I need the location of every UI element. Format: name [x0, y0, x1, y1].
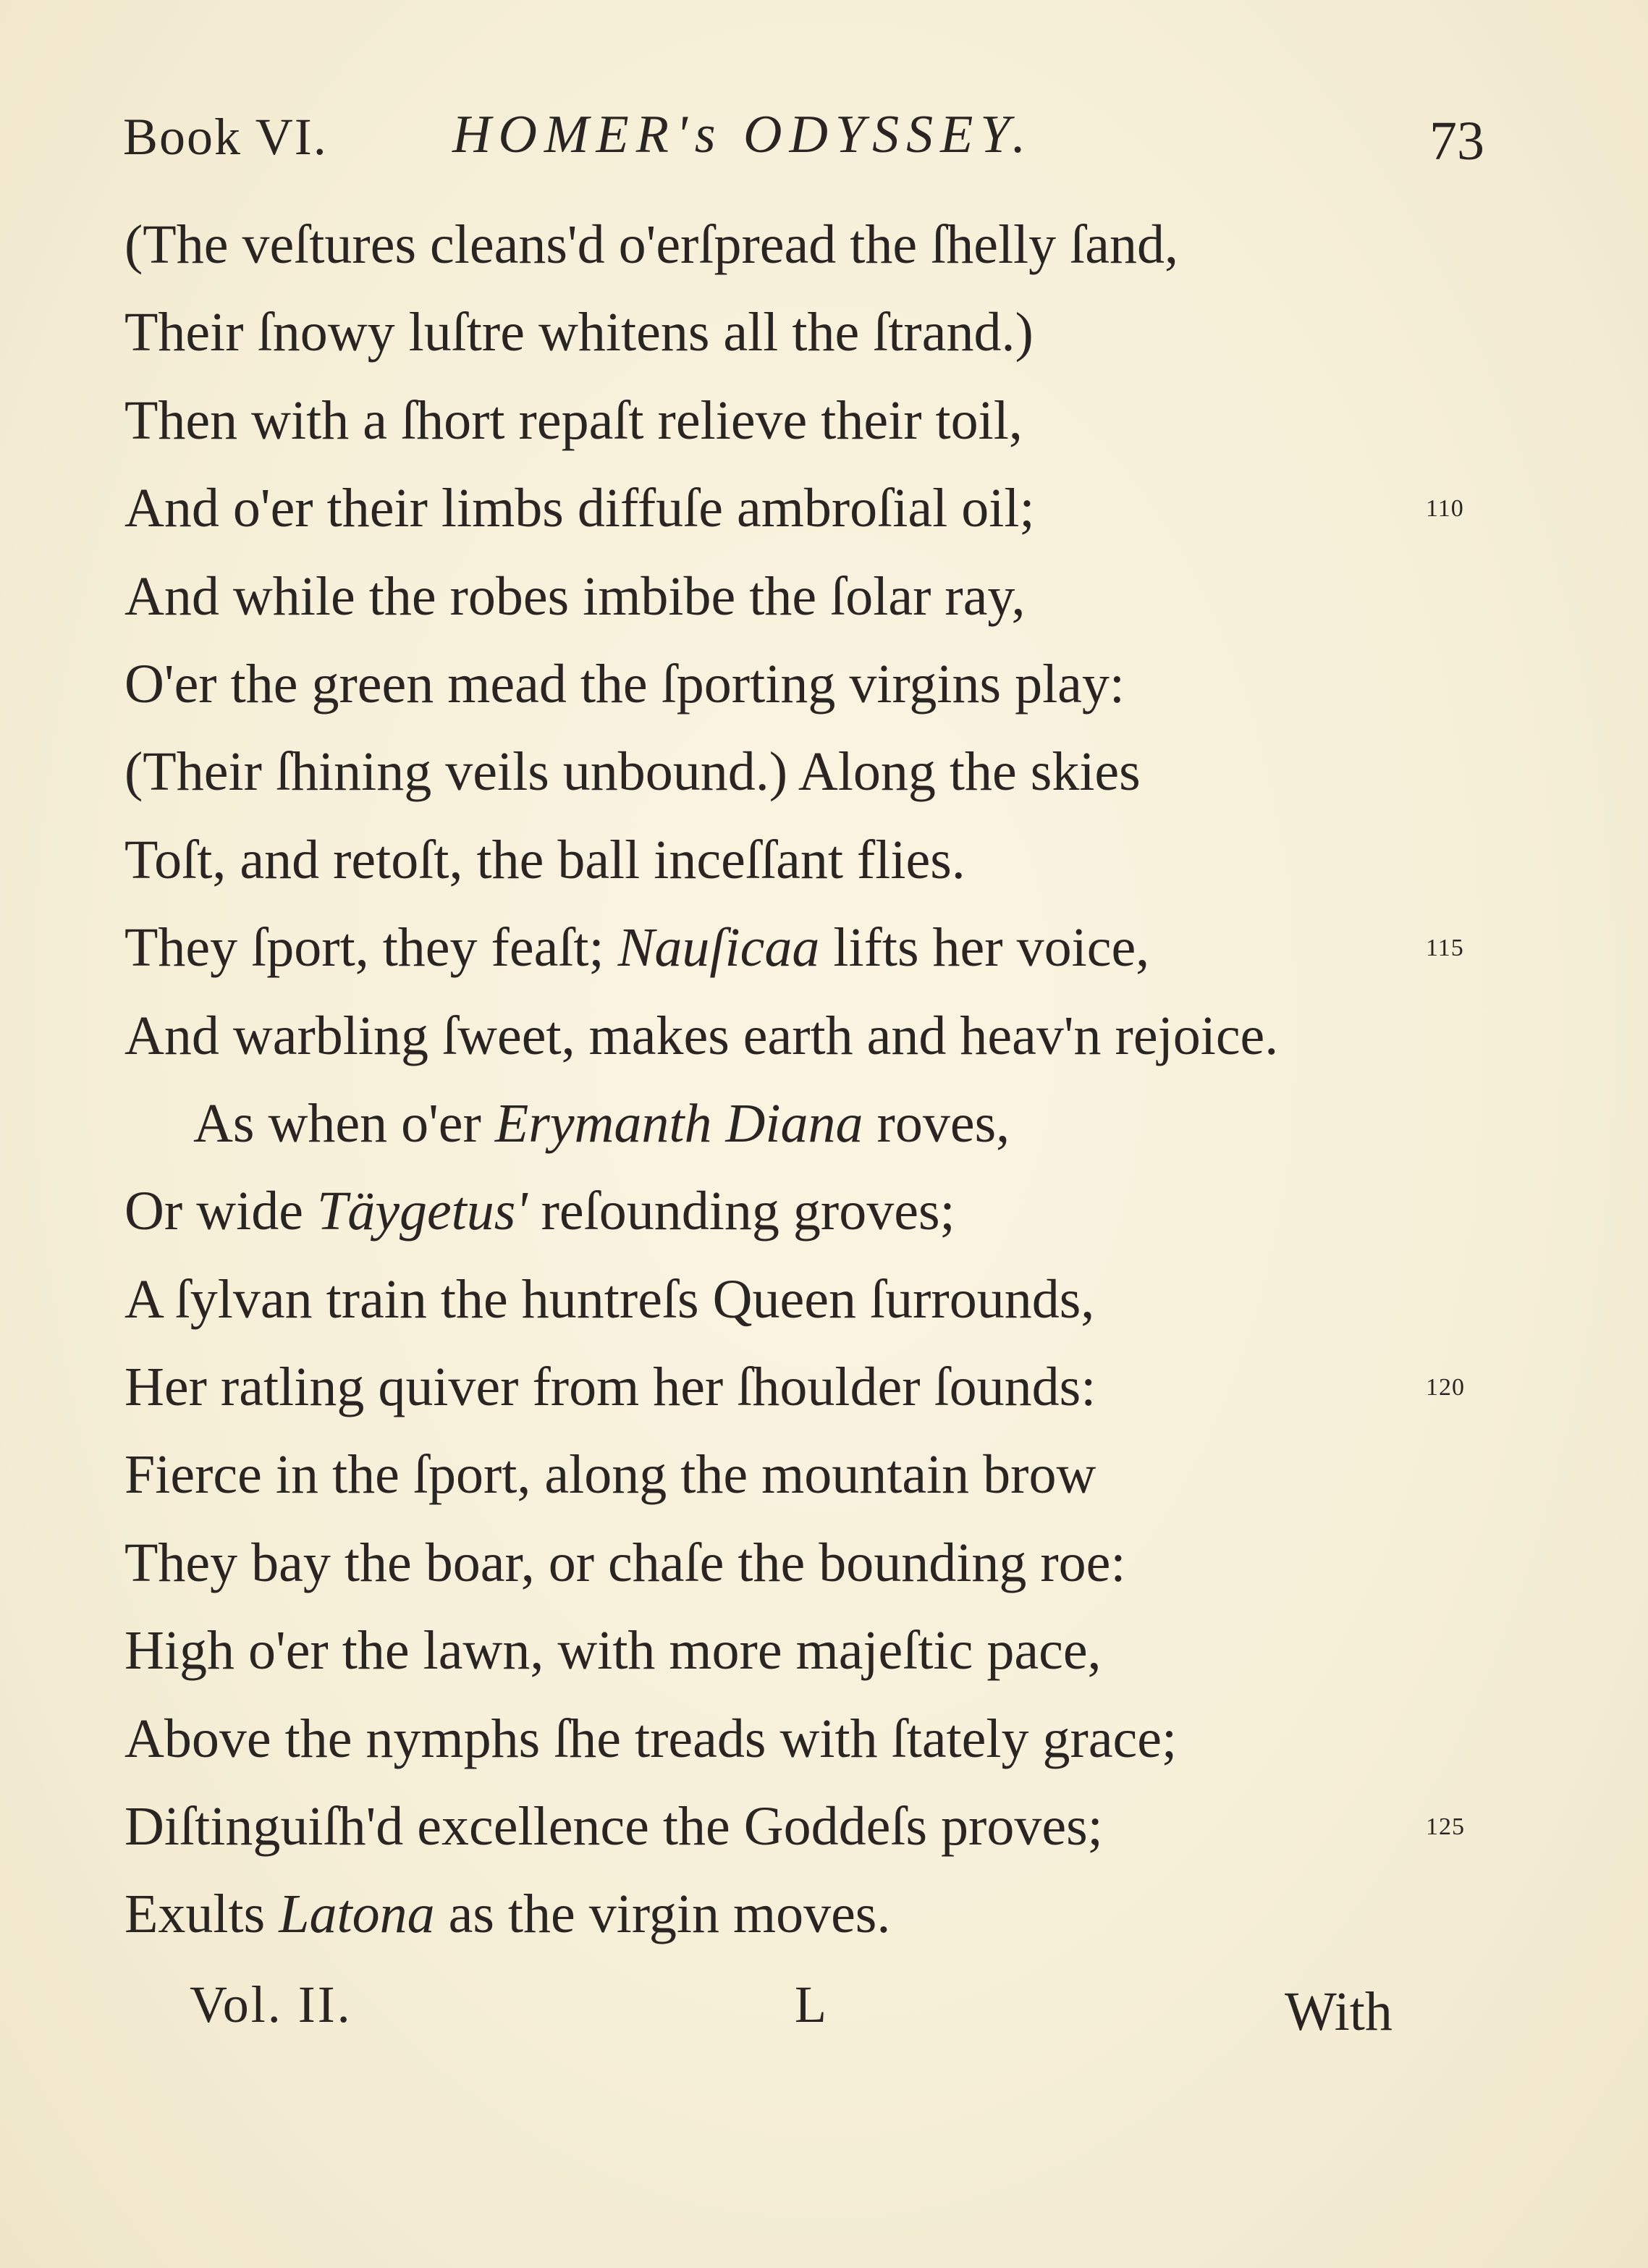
verse-text-roman: Or wide: [124, 1181, 317, 1242]
verse-line-text: [124, 1181, 955, 1242]
signature-mark: L: [795, 1976, 827, 2033]
verse-line: [124, 289, 1500, 376]
verse-text-roman: reſounding groves;: [527, 1181, 955, 1242]
verse-line: [124, 1080, 1500, 1168]
verse-text-italic: Erymanth Diana: [494, 1092, 863, 1154]
verse-text-roman: roves,: [863, 1092, 1010, 1154]
verse-line: [124, 817, 1500, 904]
verse-line: [124, 1695, 1500, 1783]
verse-line: [124, 1344, 1500, 1431]
verse-line: [124, 465, 1500, 552]
verse-line-text: O'er the green mead the ſporting virgins play:: [124, 653, 1125, 714]
page-footer: [0, 1975, 1648, 2054]
verse-line-text: High o'er the lawn, with more majeſtic pace,: [124, 1620, 1102, 1682]
verse-line-text: Then with a ſhort repaſt relieve their toil,: [124, 389, 1023, 451]
verse-text-roman: Exults: [124, 1884, 279, 1945]
verse-line: [124, 904, 1500, 992]
verse-line-text: Diſtinguiſh'd excellence the Goddeſs proves;: [124, 1796, 1103, 1858]
verse-text-roman: as the virgin moves.: [434, 1884, 891, 1945]
verse-line-text: And warbling ſweet, makes earth and heav'n rejoice.: [124, 1005, 1279, 1066]
verse-line: [124, 1168, 1500, 1255]
verse-line: [124, 992, 1500, 1080]
running-head: [123, 100, 1513, 180]
verse-line: [124, 201, 1500, 289]
verse-line: [124, 1871, 1500, 1958]
page-number: 73: [1429, 111, 1484, 172]
verse-line: [124, 1256, 1500, 1344]
verse-line-text: And o'er their limbs diffuſe ambroſial oil;: [124, 478, 1035, 539]
verse-line-text: Her ratling quiver from her ſhoulder ſounds:: [124, 1357, 1096, 1418]
verse-text-italic: Nauſicaa: [617, 917, 820, 979]
verse-line: [124, 1783, 1500, 1871]
line-number: 120: [1426, 1374, 1465, 1401]
verse-text-italic: Täygetus': [316, 1181, 528, 1242]
line-number: 115: [1426, 935, 1464, 962]
verse-line: [124, 553, 1500, 641]
verse-line-text: [124, 917, 1149, 978]
verse-line: [124, 1431, 1500, 1519]
verse-line: [124, 1607, 1500, 1695]
verse-block: [124, 201, 1500, 1959]
line-number: 125: [1426, 1813, 1465, 1841]
running-title: HOMER's ODYSSEY.: [452, 105, 1034, 164]
verse-line-text: Their ſnowy luſtre whitens all the ſtrand.): [124, 302, 1034, 363]
verse-line-text: They bay the boar, or chaſe the bounding roe:: [124, 1532, 1126, 1593]
verse-line: [124, 1519, 1500, 1607]
verse-line-text: A ſylvan train the huntreſs Queen ſurrounds,: [124, 1268, 1095, 1330]
book-label: Book VI.: [123, 108, 328, 166]
verse-line: [124, 728, 1500, 816]
verse-text-roman: lifts her voice,: [819, 917, 1150, 979]
catchword: With: [1285, 1981, 1393, 2042]
verse-line-text: (The veſtures cleans'd o'erſpread the ſhelly ſand,: [124, 214, 1179, 275]
verse-text-roman: As when o'er: [193, 1092, 495, 1154]
volume-label: Vol. II.: [190, 1976, 352, 2033]
verse-text-roman: They ſport, they feaſt;: [124, 917, 618, 979]
verse-line-text: (Their ſhining veils unbound.) Along the skies: [124, 741, 1141, 803]
verse-line-text: [124, 1093, 1010, 1154]
verse-line-text: Above the nymphs ſhe treads with ſtately grace;: [124, 1708, 1178, 1769]
line-number: 110: [1426, 495, 1464, 523]
verse-line-text: And while the robes imbibe the ſolar ray,: [124, 565, 1026, 627]
verse-line-text: [124, 1884, 890, 1944]
verse-text-italic: Latona: [279, 1884, 435, 1945]
verse-line-text: Toſt, and retoſt, the ball inceſſant flies.: [124, 829, 965, 890]
verse-line: [124, 377, 1500, 465]
verse-line: [124, 641, 1500, 728]
verse-line-text: Fierce in the ſport, along the mountain brow: [124, 1444, 1096, 1506]
